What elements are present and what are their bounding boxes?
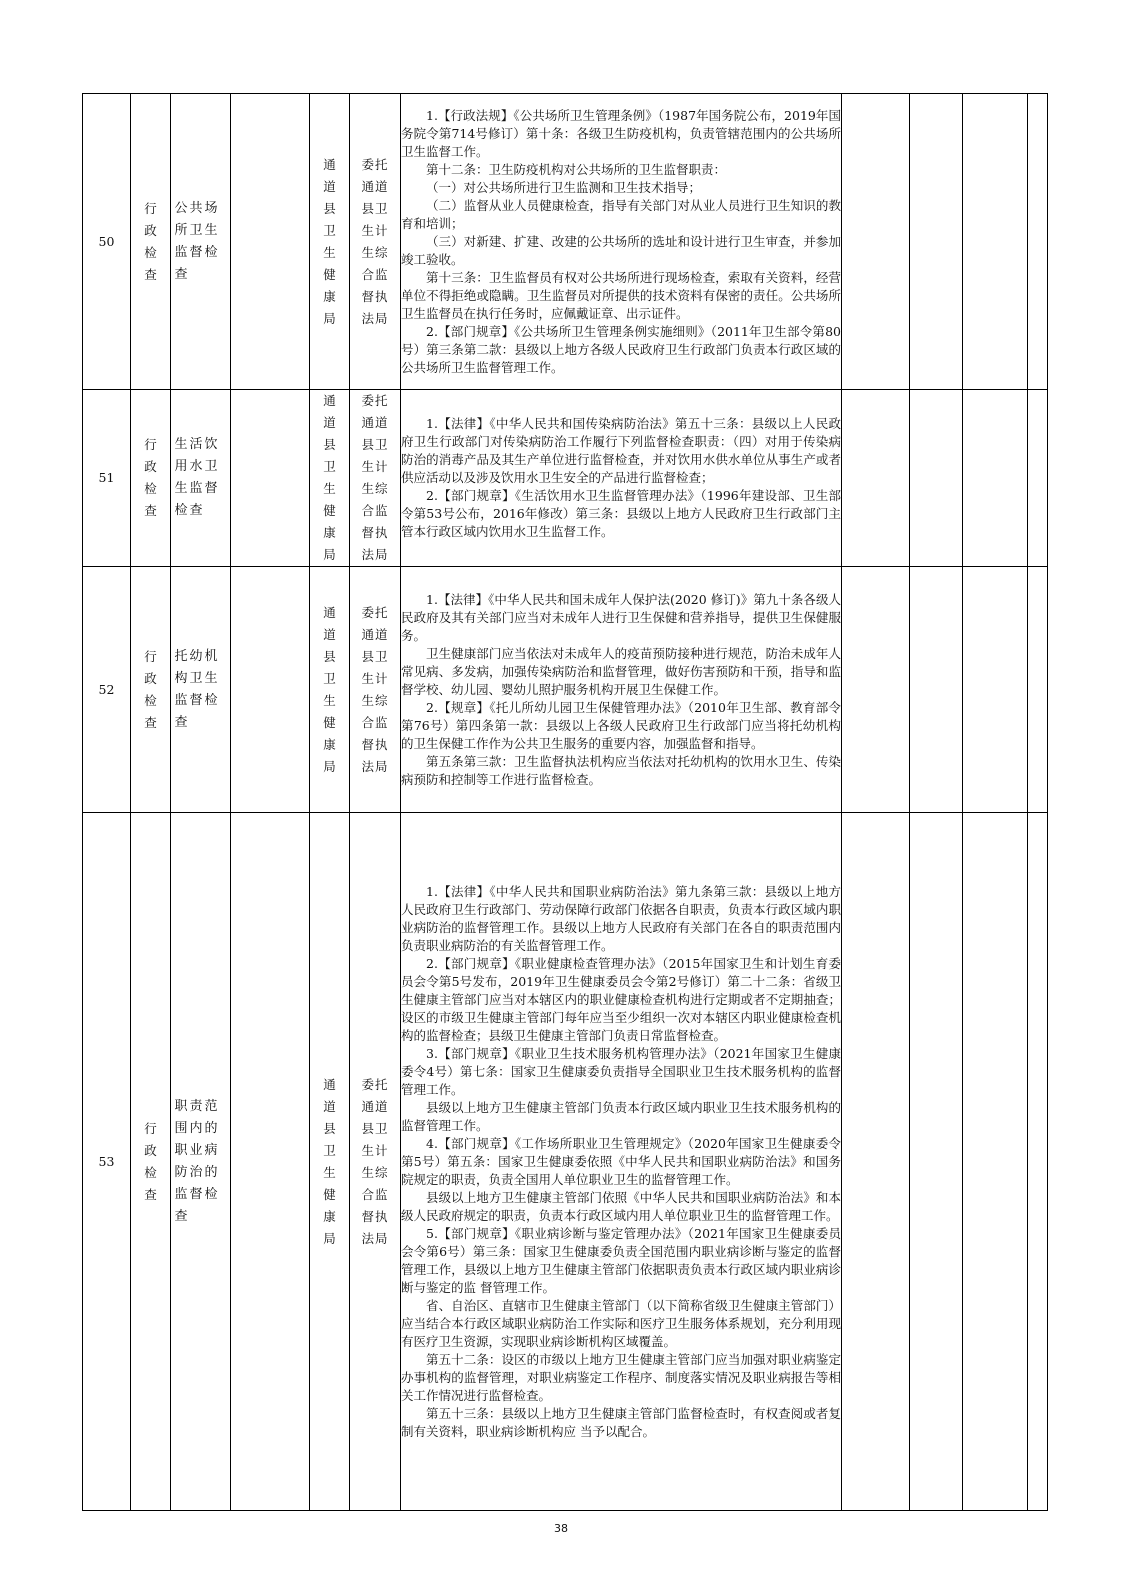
implementing-agency-text: 委托通道县卫生计生综合监督执法局 <box>361 393 389 562</box>
implementing-subject-text: 通道县卫生健康局 <box>323 156 336 326</box>
power-type-text: 行政检查 <box>144 1120 157 1202</box>
legal-basis <box>401 567 842 813</box>
basis-paragraph: 5.【部门规章】《职业病诊断与鉴定管理办法》（2021年国家卫生健康委员会令第6号）第三条：国家卫生健康委负责全国范围内职业病诊断与鉴定的监督管理工作，县级以上地方卫生健康主管部门依据职责负责本行政区域内职业病诊断与鉴定的监 督管理工作。 <box>401 1225 841 1295</box>
row-number-text: 50 <box>98 233 115 249</box>
legal-basis <box>401 813 842 1511</box>
basis-paragraph: （三）对新建、扩建、改建的公共场所的选址和设计进行卫生审查，并参加竣工验收。 <box>401 233 841 267</box>
power-name-text: 职责范围内的职业病防治的监督检查 <box>174 1098 220 1224</box>
basis-paragraph: 4.【部门规章】《工作场所职业卫生管理规定》（2020年国家卫生健康委令第5号）第五条：国家卫生健康委依照《中华人民共和国职业病防治法》和国务院规定的职责，负责全国用人单位职业卫生的监督管理工作。 <box>401 1135 841 1187</box>
empty-cell-c <box>963 390 1028 567</box>
basis-paragraph: 第五十二条：设区的市级以上地方卫生健康主管部门应当加强对职业病鉴定办事机构的监督管理，对职业病鉴定工作程序、制度落实情况及职业病报告等相关工作情况进行监督检查。 <box>401 1351 841 1403</box>
row-number <box>83 390 131 567</box>
implementing-subject <box>310 94 350 390</box>
basis-paragraph: 1.【法律】《中华人民共和国传染病防治法》第五十三条：县级以上人民政府卫生行政部门对传染病防治工作履行下列监督检查职责：（四）对用于传染病防治的消毒产品及其生产单位进行监督检查，并对饮用水供水单位从事生产或者供应活动以及涉及饮用水卫生安全的产品进行监督检查； <box>401 416 841 485</box>
power-type <box>131 813 171 1511</box>
basis-paragraph: 3.【部门规章】《职业卫生技术服务机构管理办法》（2021年国家卫生健康委令4号）第七条：国家卫生健康委负责指导全国职业卫生技术服务机构的监督管理工作。 <box>401 1045 841 1097</box>
basis-paragraph: 卫生健康部门应当依法对未成年人的疫苗预防接种进行规范，防治未成年人常见病、多发病，加强传染病防治和监督管理，做好伤害预防和干预，指导和监督学校、幼儿园、婴幼儿照护服务机构开展卫生保健工作。 <box>401 645 841 697</box>
power-name <box>171 813 231 1511</box>
sub-item-cell <box>231 390 310 567</box>
basis-paragraph: （二）监督从业人员健康检查，指导有关部门对从业人员进行卫生知识的教育和培训； <box>401 197 841 231</box>
empty-cell-b <box>910 813 963 1511</box>
basis-paragraph: 县级以上地方卫生健康主管部门负责本行政区域内职业卫生技术服务机构的监督管理工作。 <box>401 1099 841 1133</box>
power-name <box>171 567 231 813</box>
power-name <box>171 390 231 567</box>
empty-cell-d <box>1028 94 1048 390</box>
table-row <box>83 94 1048 390</box>
empty-cell-b <box>910 390 963 567</box>
basis-paragraph: 2.【部门规章】《职业健康检查管理办法》（2015年国家卫生和计划生育委员会令第5号发布，2019年卫生健康委员会令第2号修订）第二十二条：省级卫生健康主管部门应当对本辖区内的职业健康检查机构进行定期或者不定期抽查；设区的市级卫生健康主管部门每年应当至少组织一次对本辖区内职业健康检查机构的监督检查；县级卫生健康主管部门负责日常监督检查。 <box>401 955 841 1043</box>
basis-paragraph: 第十二条：卫生防疫机构对公共场所的卫生监督职责： <box>426 161 727 177</box>
power-name-text: 生活饮用水卫生监督检查 <box>174 437 220 518</box>
basis-paragraph: 第五十三条：县级以上地方卫生健康主管部门监督检查时，有权查阅或者复制有关资料，职业病诊断机构应 当予以配合。 <box>401 1405 841 1439</box>
power-type-text: 行政检查 <box>144 437 157 518</box>
empty-cell-d <box>1028 813 1048 1511</box>
legal-basis <box>401 390 842 567</box>
empty-cell-c <box>963 813 1028 1511</box>
implementing-agency-text: 委托通道县卫生计生综合监督执法局 <box>361 604 389 774</box>
power-type <box>131 94 171 390</box>
basis-paragraph: 省、自治区、直辖市卫生健康主管部门（以下简称省级卫生健康主管部门）应当结合本行政区域职业病防治工作实际和医疗卫生服务体系规划，充分利用现有医疗卫生资源，实现职业病诊断机构区域覆盖。 <box>401 1297 841 1349</box>
empty-cell-c <box>963 94 1028 390</box>
implementing-agency <box>350 390 401 567</box>
empty-cell-d <box>1028 390 1048 567</box>
implementing-agency-text: 委托通道县卫生计生综合监督执法局 <box>361 156 389 326</box>
power-type-text: 行政检查 <box>144 648 157 730</box>
row-number <box>83 567 131 813</box>
basis-paragraph: 1.【法律】《中华人民共和国职业病防治法》第九条第三款：县级以上地方人民政府卫生行政部门、劳动保障行政部门依据各自职责，负责本行政区域内职业病防治的监督管理工作。县级以上地方人民政府有关部门在各自的职责范围内负责职业病防治的有关监督管理工作。 <box>401 883 841 953</box>
empty-cell-d <box>1028 567 1048 813</box>
implementing-subject <box>310 390 350 567</box>
legal-basis <box>401 94 842 390</box>
empty-cell-c <box>963 567 1028 813</box>
basis-paragraph: 2.【部门规章】《生活饮用水卫生监督管理办法》（1996年建设部、卫生部令第53号公布，2016年修改）第三条：县级以上地方人民政府卫生行政部门主管本行政区域内饮用水卫生监督工作。 <box>401 488 841 539</box>
basis-paragraph: 2.【规章】《托儿所幼儿园卫生保健管理办法》（2010年卫生部、教育部令第76号）第四条第一款：县级以上各级人民政府卫生行政部门应当将托幼机构的卫生保健工作作为公共卫生服务的重要内容，加强监督和指导。 <box>401 699 841 751</box>
basis-paragraph: 1.【行政法规】《公共场所卫生管理条例》（1987年国务院公布，2019年国务院令第714号修订）第十条：各级卫生防疫机构，负责管辖范围内的公共场所卫生监督工作。 <box>401 107 841 159</box>
empty-cell-b <box>910 567 963 813</box>
implementing-subject <box>310 567 350 813</box>
row-number <box>83 813 131 1511</box>
power-name <box>171 94 231 390</box>
implementing-agency <box>350 813 401 1511</box>
implementing-subject-text: 通道县卫生健康局 <box>323 1076 336 1246</box>
basis-paragraph: 第五条第三款：卫生监督执法机构应当依法对托幼机构的饮用水卫生、传染病预防和控制等工作进行监督检查。 <box>401 753 841 787</box>
row-number-text: 53 <box>98 1153 115 1169</box>
power-type <box>131 567 171 813</box>
power-list-table <box>82 93 1048 1511</box>
table-row <box>83 390 1048 567</box>
sub-item-cell <box>231 567 310 813</box>
power-type-text: 行政检查 <box>144 200 157 282</box>
sub-item-cell <box>231 813 310 1511</box>
power-type <box>131 390 171 567</box>
page-number: 38 <box>554 1522 568 1535</box>
implementing-agency-text: 委托通道县卫生计生综合监督执法局 <box>361 1076 389 1246</box>
table-row <box>83 813 1048 1511</box>
sub-item-cell <box>231 94 310 390</box>
implementing-agency <box>350 94 401 390</box>
basis-paragraph: （一）对公共场所进行卫生监测和卫生技术指导； <box>426 179 702 195</box>
basis-paragraph: 2.【部门规章】《公共场所卫生管理条例实施细则》（2011年卫生部令第80号）第三条第二款：县级以上地方各级人民政府卫生行政部门负责本行政区域的公共场所卫生监督管理工作。 <box>401 323 841 375</box>
empty-cell-a <box>842 94 910 390</box>
basis-paragraph: 第十三条：卫生监督员有权对公共场所进行现场检查，索取有关资料，经营单位不得拒绝或隐瞒。卫生监督员对所提供的技术资料有保密的责任。公共场所卫生监督员在执行任务时，应佩戴证章、出示证件。 <box>401 269 841 321</box>
implementing-subject <box>310 813 350 1511</box>
implementing-agency <box>350 567 401 813</box>
power-name-text: 公共场所卫生监督检查 <box>174 200 220 282</box>
row-number-text: 51 <box>98 470 115 485</box>
implementing-subject-text: 通道县卫生健康局 <box>323 393 336 562</box>
empty-cell-a <box>842 390 910 567</box>
empty-cell-a <box>842 813 910 1511</box>
empty-cell-a <box>842 567 910 813</box>
implementing-subject-text: 通道县卫生健康局 <box>323 604 336 774</box>
table-body <box>83 94 1048 1511</box>
row-number-text: 52 <box>98 681 115 697</box>
empty-cell-b <box>910 94 963 390</box>
table-row <box>83 567 1048 813</box>
basis-paragraph: 县级以上地方卫生健康主管部门依照《中华人民共和国职业病防治法》和本级人民政府规定的职责，负责本行政区域内用人单位职业卫生的监督管理工作。 <box>401 1189 841 1223</box>
power-name-text: 托幼机构卫生监督检查 <box>174 648 220 730</box>
basis-paragraph: 1.【法律】《中华人民共和国未成年人保护法(2020 修订)》第九十条各级人民政府及其有关部门应当对未成年人进行卫生保健和营养指导，提供卫生保健服务。 <box>401 591 841 643</box>
row-number <box>83 94 131 390</box>
